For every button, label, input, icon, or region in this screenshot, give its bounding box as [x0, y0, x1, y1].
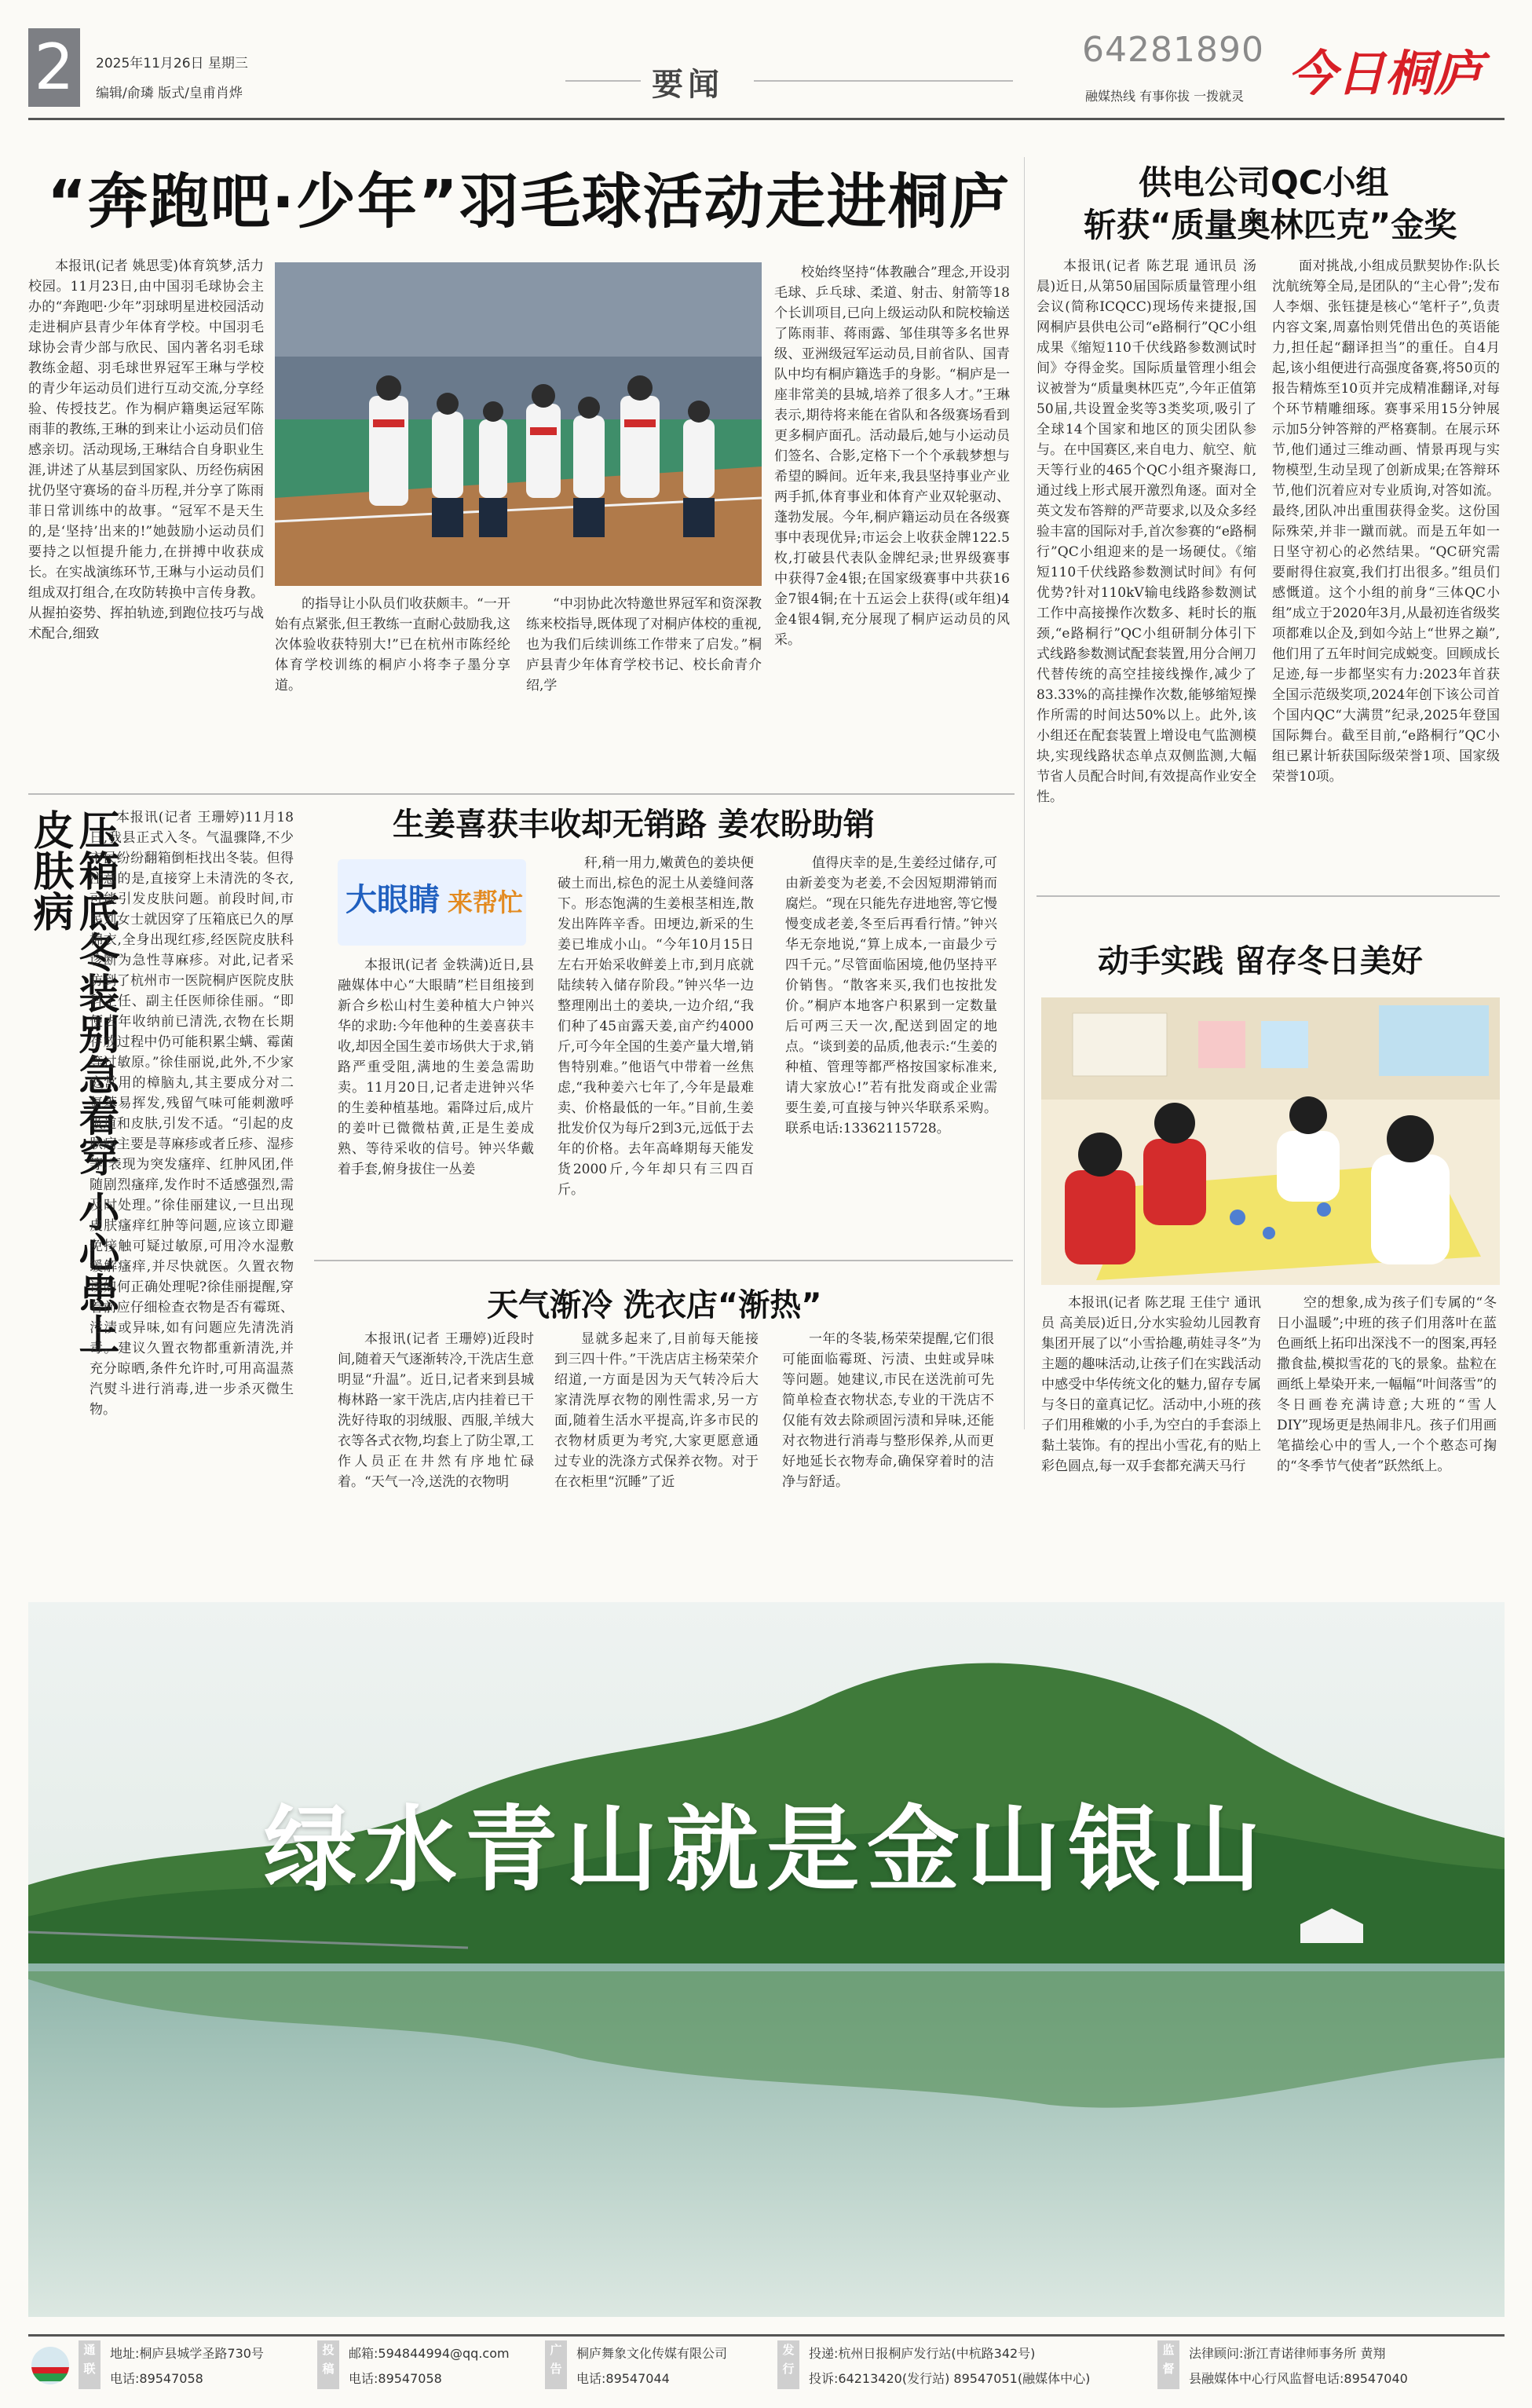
page-number: 2 [28, 28, 80, 107]
laundry-col3: 一年的冬装,杨荣荣提醒,它们很可能面临霉斑、污渍、虫蛀或异味等问题。她建议,市民在送洗前可先简单检查衣物状态,专业的干洗店不仅能有效去除顽固污渍和异味,还能对衣物进行消毒与整形保养,从而更好地延长衣物寿命,确保穿着时的洁净与舒适。 [782, 1331, 994, 1490]
badminton-col3: “中羽协此次特邀世界冠军和资深教练来校指导,既体现了对桐庐体校的重视,也为我们后续训练工作带来了启发。”桐庐县青少年体育学校书记、校长俞青介绍,学 [526, 596, 762, 693]
winter-headline: 压箱底冬装别急着穿 小心患上皮肤病 [26, 809, 119, 1355]
landscape-banner-illustration [28, 1602, 1505, 2317]
ginger-col2: 秆,稍一用力,嫩黄色的姜块便破土而出,棕色的泥土从姜缝间落下。形态饱满的生姜根茎相连,散发出阵阵辛香。田埂边,新采的生姜已堆成小山。“今年10月15日左右开始采收鲜姜上市,到月底就陆续转入储存阶段。”钟兴华一边整理刚出土的姜块,一边介绍,“我们种了45亩露天姜,亩产约4000斤,可今年全国的生姜产量大增,销售特别难。”他语气中带着一丝焦虑,“我种姜六七年了,今年是最难卖、价格最低的一年。”目前,生姜批发价仅为每斤2到3元,远低于去年的价格。去年高峰期每天能发货2000斤,今年却只有三四百斤。 [558, 855, 754, 1198]
section-rule-2 [314, 1260, 1013, 1261]
ginger-banner-text1: 大眼睛 [346, 882, 440, 918]
footer-phone-ads: 电话:89547044 [576, 2371, 670, 2386]
footer-label-supervision: 监督 [1157, 2340, 1179, 2389]
kids-headline: 动手实践 留存冬日美好 [1098, 943, 1423, 979]
footer-label-distribution: 发行 [777, 2340, 799, 2389]
footer-rule [28, 2334, 1505, 2337]
hotline-slogan: 融媒热线 有事你拔 一拨就灵 [1085, 89, 1245, 104]
landscape-banner [28, 1602, 1505, 2317]
section-rule-3 [1037, 895, 1500, 897]
footer-label-submit: 投稿 [317, 2340, 339, 2389]
banner-slogan: 绿水青山就是金山银山 [264, 1795, 1270, 1904]
footer-distribution: 投递:杭州日报桐庐发行站(中杭路342号) [809, 2346, 1036, 2361]
section-rule [28, 793, 1015, 795]
hotline-number: 64281890 [1082, 30, 1264, 70]
newspaper-logo: 今日桐庐 [1288, 45, 1483, 102]
laundry-col2: 显就多起来了,目前每天能接到三四十件。”干洗店店主杨荣荣介绍道,一方面是因为天气转冷后大家清洗厚衣物的刚性需求,另一方面,随着生活水平提高,许多市民的衣物材质更为考究,大家更愿意通过专业的洗涤方式保养衣物。对于在衣柜里“沉睡”了近 [554, 1331, 759, 1490]
badminton-photo-illustration [275, 262, 762, 586]
ginger-col3: 值得庆幸的是,生姜经过储存,可由新姜变为老姜,不会因短期滞销而腐烂。“现在只能先存进地窖,等它慢慢变成老姜,冬至后再看行情。”钟兴华无奈地说,“算上成本,一亩最少亏四千元。”尽管面临困境,他仍坚持平价销售。“散客来买,我们也按批发价。”桐庐本地客户积累到一定数量后可两三天一次,配送到固定的地点。“谈到姜的品质,他表示:“生姜的种植、管理等都严格按国家标准来,请大家放心!”若有批发商或企业需要生姜,可直接与钟兴华联系采购。联系电话:13362115728。 [785, 855, 997, 1136]
ginger-banner-text2: 来帮忙 [448, 887, 524, 917]
qc-headline-line2: 斩获“质量奥林匹克”金奖 [1084, 206, 1457, 244]
badminton-col4: 校始终坚持“体教融合”理念,开设羽毛球、乒乓球、柔道、射击、射箭等18个长训项目,已向上级运动队和院校输送了陈雨菲、蒋雨露、邹佳琪等多名世界级、亚洲级冠军运动员,目前省队、国青队中均有桐庐籍选手的身影。“桐庐是一座非常美的县城,培养了很多人才。”王琳表示,期待将来能在省队和各级赛场看到更多桐庐面孔。活动最后,她与小运动员们签名、合影,定格下一个个承载梦想与希望的瞬间。近年来,我县坚持事业产业两手抓,体育事业和体育产业双轮驱动、蓬勃发展。今年,桐庐籍运动员在各级赛事中表现优异;市运会上收获金牌122.5枚,打破县代表队金牌纪录;世界级赛事中获得7金4银;在国家级赛事中共获16金7银4铜;在十五运会上获得(或年组)4金4银4铜,充分展现了桐庐运动员的风采。 [774, 265, 1010, 648]
footer-address: 地址:桐庐县城学圣路730号 [110, 2346, 264, 2361]
ginger-headline: 生姜喜获丰收却无销路 姜农盼助销 [393, 807, 875, 843]
qc-col2: 面对挑战,小组成员默契协作:队长沈航统筹全局,是团队的“主心骨”;发布人李烟、张钰捷是核心“笔杆子”,负责内容文案,周嘉怡则凭借出色的英语能力,担任起“翻译担当”的重任。自4月起,该小组便进行高强度备赛,将50页的报告精炼至10页并完成精准翻译,对每个环节精雕细琢。赛事采用15分钟展示加5分钟答辩的严格赛制。在展示环节,他们通过三维动画、情景再现与实物模型,生动呈现了创新成果;在答辩环节,他们沉着应对专业质询,对答如流。最终,团队冲出重围获得金奖。这份国际殊荣,并非一蹴而就。而是五年如一日坚守初心的必然结果。“QC研究需要耐得住寂寞,我们打出很多。”组员们感慨道。这个小组的前身“三体QC小组”成立于2020年3月,从最初连省级奖项都难以企及,到如今站上“世界之巅”,他们用了五年时间完成蜕变。回顾成长足迹,每一步都坚实有力:2023年首获全国示范级奖项,2024年创下该公司首个国内QC“大满贯”纪录,2025年登国国际舞台。截至目前,“e路桐行”QC小组已累计斩获国际级荣誉1项、国家级荣誉10项。 [1272, 258, 1500, 785]
footer-legal: 法律顾问:浙江青诺律师事务所 黄翔 [1189, 2346, 1386, 2361]
ginger-col1: 本报讯(记者 金轶满)近日,县融媒体中心“大眼睛”栏目组接到新合乡松山村生姜种植大户钟兴华的求助:今年他种的生姜喜获丰收,却因全国生姜市场供大于求,销路严重受阻,满地的生姜急需助卖。11月20日,记者走进钟兴华的生姜种植基地。霜降过后,成片的姜叶已微微枯黄,正是生姜成熟、等待采收的信号。钟兴华戴着手套,俯身拔住一丛姜 [338, 957, 534, 1177]
footer-phone-contact: 电话:89547058 [110, 2371, 203, 2386]
winter-body: 本报讯(记者 王珊婷)11月18日,我县正式入冬。气温骤降,不少市民纷纷翻箱倒柜找出冬装。但得注意的是,直接穿上未清洗的冬衣,可能引发皮肤问题。前段时间,市民刘女士就因穿了压箱底已久的厚棉衣,全身出现红疹,经医院皮肤科诊断为急性荨麻疹。对此,记者采访到了杭州市一医院桐庐医院皮肤科主任、副主任医师徐佳丽。“即便去年收纳前已清洗,衣物在长期存放过程中仍可能积累尘螨、霉菌等过敏原。”徐佳丽说,此外,不少家庭常用的樟脑丸,其主要成分对二氯苯易挥发,残留气味可能刺激呼吸道和皮肤,引发不适。“引起的皮肤病主要是荨麻疹或者丘疹、湿疹等,表现为突发瘙痒、红肿风团,伴随剧烈瘙痒,发作时不适感强烈,需及时处理。”徐佳丽建议,一旦出现皮肤瘙痒红肿等问题,应该立即避免接触可疑过敏原,可用冷水湿敷缓解瘙痒,并尽快就医。久置衣物该如何正确处理呢?徐佳丽提醒,穿着前应仔细检查衣物是否有霉斑、污渍或异味,如有问题应先清洗消毒。建议久置衣物都重新清洗,并充分晾晒,条件允许时,可用高温蒸汽熨斗进行消毒,进一步杀灭微生物。 [90, 810, 294, 1418]
kids-col1: 本报讯(记者 陈艺琨 王佳宁 通讯员 高美辰)近日,分水实验幼儿园教育集团开展了以“小雪拾趣,萌娃寻冬”为主题的趣味活动,让孩子们在实践活动中感受中华传统文化的魅力,留存专属与冬日的童真记忆。活动中,小班的孩子们用稚嫩的小手,为空白的手套添上黏土装饰。有的捏出小雪花,有的贴上彩色圆点,每一双手套都充满天马行 [1041, 1295, 1261, 1474]
footer-label-contact: 通联 [79, 2340, 101, 2389]
qc-col1: 本报讯(记者 陈艺琨 通讯员 汤晨)近日,从第50届国际质量管理小组会议(简称ICQCC)现场传来捷报,国网桐庐县供电公司“e路桐行”QC小组成果《缩短110千伏线路参数测试时间》夺得金奖。国际质量管理小组会议被誉为“质量奥林匹克”,今年正值第50届,共设置金奖等3类奖项,吸引了全球14个国家和地区的顶尖团队参与。在中国赛区,来自电力、航空、航天等行业的465个QC小组齐聚海口,通过线上形式展开激烈角逐。面对全英文发布答辩的严苛要求,以及众多经验丰富的国际对手,首次参赛的“e路桐行”QC小组迎来的是一场硬仗。《缩短110千伏线路参数测试时间》有何优势?针对110kV输电线路参数测试工作中高接操作次数多、耗时长的瓶颈,“e路桐行”QC小组研制分体引下式线路参数测试配套装置,用分合闸刀代替传统的高空挂接线操作,减少了83.33%的高挂操作次数,能够缩短操作所需的时间达50%以上。此外,该小组还在配套装置上增设电气监测模块,实现线路状态单点双侧监测,大幅节省人员配合时间,有效提高作业安全性。 [1037, 258, 1256, 805]
badminton-col2: 的指导让小队员们收获颇丰。“一开始有点紧张,但王教练一直耐心鼓励我,这次体验收获特别大!”已在杭州市陈经纶体育学校训练的桐庐小将李子墨分享道。 [275, 596, 510, 693]
footer-supervision-phone: 县融媒体中心行风监督电话:89547040 [1189, 2371, 1408, 2386]
badminton-photo [275, 262, 762, 586]
footer-ad-company: 桐庐舞象文化传媒有限公司 [576, 2346, 728, 2361]
footer-phone-submit: 电话:89547058 [349, 2371, 442, 2386]
footer-label-ads: 广告 [545, 2340, 567, 2389]
date-line: 2025年11月26日 星期三 [96, 56, 248, 71]
footer-distribution-phone: 投诉:64213420(发行站) 89547051(融媒体中心) [809, 2371, 1091, 2386]
laundry-headline: 天气渐冷 洗衣店“渐热” [487, 1287, 822, 1323]
qc-headline-line1: 供电公司QC小组 [1139, 163, 1389, 202]
footer-logo-icon [31, 2347, 69, 2384]
column-divider [1024, 157, 1025, 1429]
footer-email: 邮箱:594844994@qq.com [349, 2346, 510, 2361]
kids-photo-illustration [1041, 997, 1500, 1285]
badminton-col1: 本报讯(记者 姚思雯)体育筑梦,活力校园。11月23日,由中国羽毛球协会主办的“奔跑吧·少年”羽球明星进校园活动走进桐庐县青少年体育学校。中国羽毛球协会青少部与欣民、国内著名羽毛球教练金超、羽毛球世界冠军王琳与学校的青少年运动员们进行互动交流,分享经验、传授技艺。作为桐庐籍奥运冠军陈雨菲的教练,王琳的到来让小运动员们倍感亲切。活动现场,王琳结合自身职业生涯,讲述了从基层到国家队、历经伤病困扰仍坚守赛场的奋斗历程,并分享了陈雨菲日常训练中的故事。“冠军不是天生的,是‘坚持’出来的!”她鼓励小运动员们要持之以恒提升能力,在拼搏中收获成长。在实战演练环节,王琳与小运动员们组成双打组合,在攻防转换中言传身教。从握拍姿势、挥拍轨迹,到跑位技巧与战术配合,细致 [28, 258, 264, 642]
badminton-headline: “奔跑吧·少年”羽毛球活动走进桐庐 [47, 167, 1011, 236]
section-title: 要闻 [652, 67, 724, 103]
masthead-rule [28, 118, 1505, 120]
laundry-col1: 本报讯(记者 王珊婷)近段时间,随着天气逐渐转冷,干洗店生意明显“升温”。近日,记者来到县城梅林路一家干洗店,店内挂着已干洗好待取的羽绒服、西服,羊绒大衣等各式衣物,均套上了防尘罩,工作人员正在井然有序地忙碌着。“天气一冷,送洗的衣物明 [338, 1331, 534, 1490]
kids-photo [1041, 997, 1500, 1285]
section-rule-left [565, 80, 641, 82]
ginger-column-banner [338, 859, 526, 946]
kids-col2: 空的想象,成为孩子们专属的“冬日小温暖”;中班的孩子们用落叶在蓝色画纸上拓印出深浅不一的图案,再轻撒食盐,模拟雪花的飞的景象。盐粒在画纸上晕染开来,一幅幅“叶间落雪”的冬日画卷充满诗意;大班的“雪人DIY”现场更是热闹非凡。孩子们用画笔描绘心中的雪人,一个个憨态可掬的“冬季节气使者”跃然纸上。 [1277, 1295, 1497, 1474]
editors-line: 编辑/俞璘 版式/皇甫肖烨 [96, 86, 243, 101]
section-rule-right [754, 80, 1013, 82]
